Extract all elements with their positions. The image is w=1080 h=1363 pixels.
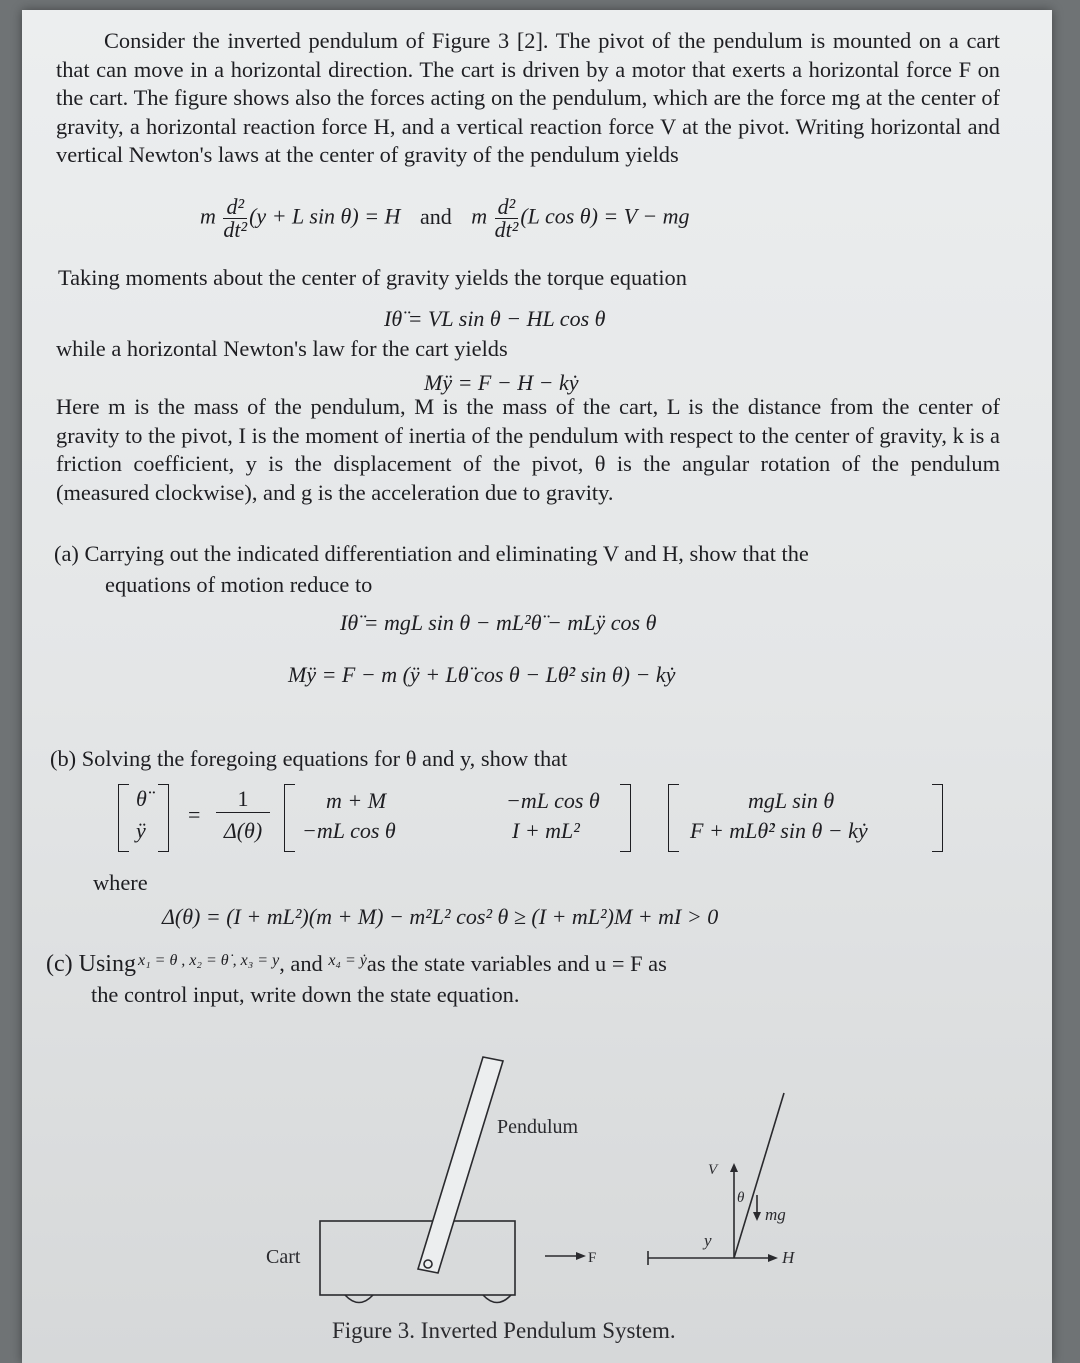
force-H-label: H [782, 1248, 795, 1267]
part-a-line1: (a) Carrying out the indicated differentiation and eliminating V and H, show that the [54, 541, 809, 566]
part-a-line2: equations of motion reduce to [105, 572, 373, 597]
force-F-label: F [588, 1250, 597, 1266]
force-mg-label: mg [765, 1205, 786, 1224]
part-c-line1: (c) Using $^{x_1 = \theta , x_2 = \thetȧ , x_3 = y}$, and $^{x_4 = ẏ}$as the state variables and u = F as [46, 951, 667, 977]
cart-equation: Mÿ = F − H − kẏ [424, 370, 579, 395]
force-H-arrowhead [768, 1254, 778, 1262]
newton-equations: m $\frac{\text{d²}}{\text{dt²}}$ (y + L sin θ) = H and m $\frac{\text{d²}}{\text{dt²}}$ (L cos θ) = V − mg [200, 194, 690, 242]
angle-theta-label: θ [737, 1190, 745, 1206]
cart-label: Cart [266, 1246, 301, 1268]
force-V-label: V [708, 1162, 718, 1178]
cart-wheel-right [483, 1295, 511, 1303]
motion-equation-2: Mÿ = F − m (ÿ + Lθ̈ cos θ − Lθ̇² sin θ) − kẏ [288, 662, 676, 687]
paragraph-definitions: Here m is the mass of the pendulum, M is the mass of the cart, L is the distance from the center of gravity to the pivot, I is the moment of inertia of the pendulum with respect to the center of gravity, k is a friction coefficient, y is the displacement of the pivot, θ is the angular rotation of the pendulum (measured clockwise), and g is the acceleration due to gravity. [56, 394, 1000, 505]
paragraph-cart-intro: while a horizontal Newton's law for the cart yields [56, 336, 508, 361]
paragraph-intro: Consider the inverted pendulum of Figure 3 [2]. The pivot of the pendulum is mounted on a cart that can move in a horizontal direction. The cart is driven by a motor that exerts a horizontal force F on the cart. The figure shows also the forces acting on the pendulum, which are the force mg at the center of gravity, a horizontal reaction force H, and a vertical reaction force V at the pivot. Writing horizontal and vertical Newton's laws at the center of gravity of the pendulum yields [56, 28, 1000, 168]
motion-equation-1: Iθ̈ = mgL sin θ − mL²θ̈ − mLÿ cos θ [340, 610, 657, 635]
cart-wheel-left [345, 1295, 373, 1303]
delta-equation: Δ(θ) = (I + mL²)(m + M) − m²L² cos² θ ≥ (I + mL²)M + mI > 0 [162, 904, 719, 929]
part-c-line2: the control input, write down the state equation. [91, 982, 520, 1007]
pendulum-rod [418, 1057, 503, 1273]
part-b-line: (b) Solving the foregoing equations for θ and y, show that [50, 746, 568, 771]
figure-caption: Figure 3. Inverted Pendulum System. [332, 1318, 676, 1343]
paragraph-torque-intro: Taking moments about the center of gravity yields the torque equation [58, 265, 687, 290]
force-mg-arrowhead [753, 1212, 761, 1221]
force-V-arrowhead [730, 1163, 738, 1172]
pendulum-label: Pendulum [497, 1116, 579, 1138]
cart-body [320, 1221, 515, 1295]
force-F-arrowhead [576, 1252, 586, 1260]
free-body-rod [734, 1093, 784, 1258]
displacement-y-label: y [704, 1231, 712, 1250]
where-label: where [93, 870, 148, 895]
torque-equation: Iθ̈ = VL sin θ − HL cos θ [384, 306, 606, 331]
